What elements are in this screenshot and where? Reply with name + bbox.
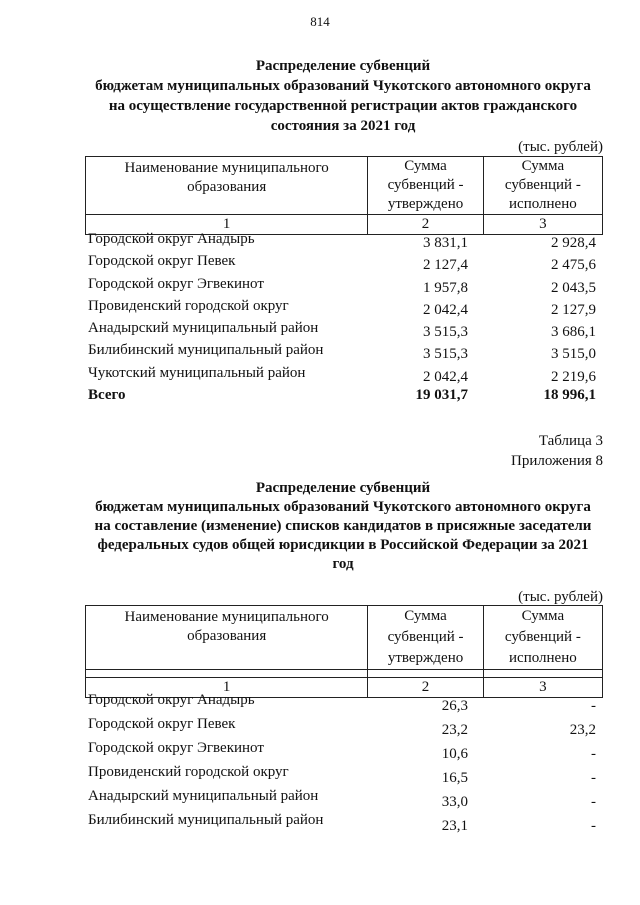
header-text: образования [187, 179, 267, 195]
row-approved: 16,5 [441, 770, 468, 786]
header-text: Сумма [521, 608, 565, 624]
header-text: исполнено [509, 650, 577, 666]
section2-title [60, 479, 626, 574]
table-row [88, 716, 596, 740]
col-number: 2 [368, 678, 483, 698]
table-appendix-note [511, 431, 603, 471]
col-number: 1 [86, 215, 368, 235]
row-approved: 3 515,3 [423, 346, 468, 363]
row-name: Анадырский муниципальный район [88, 320, 319, 337]
table-row [88, 320, 596, 342]
row-executed: - [591, 794, 596, 810]
row-executed: 3 686,1 [551, 324, 596, 341]
row-name: Билибинский муниципальный район [88, 342, 324, 359]
header-text: субвенций - [387, 629, 464, 645]
row-executed: 2 043,5 [551, 279, 596, 296]
table-row [88, 812, 596, 836]
units-label: (тыс. рублей) [518, 139, 603, 155]
row-approved: 1 957,8 [423, 279, 468, 296]
header-text: Сумма [404, 158, 447, 174]
row-executed: - [591, 746, 596, 762]
row-name: Городской округ Эгвекинот [88, 275, 264, 292]
table-row [88, 298, 596, 320]
row-name: Анадырский муниципальный район [88, 788, 319, 804]
total-executed: 18 996,1 [543, 387, 596, 404]
header-text: субвенций - [504, 629, 581, 645]
table-row [88, 231, 596, 253]
appendix-label: Приложения 8 [511, 453, 603, 469]
header-text: утверждено [387, 650, 464, 666]
total-row [88, 387, 596, 409]
header-text: утверждено [387, 196, 464, 212]
header-approved [368, 606, 483, 670]
total-label: Всего [88, 387, 126, 404]
units-label: (тыс. рублей) [518, 589, 603, 605]
row-executed: 2 475,6 [551, 257, 596, 274]
table-row [88, 342, 596, 364]
header-executed [483, 606, 602, 670]
row-executed: 2 928,4 [551, 235, 596, 251]
row-name: Провиденский городской округ [88, 764, 289, 780]
page-number: 814 [310, 14, 330, 29]
header-text: Сумма [404, 608, 447, 624]
row-executed: 3 515,0 [551, 346, 596, 363]
col-number: 3 [483, 678, 602, 698]
title-line: бюджетам муниципальных образований Чукотского автономного округа [95, 78, 591, 94]
section2-header-table [85, 605, 603, 698]
table-row [88, 764, 596, 788]
col-number: 1 [86, 678, 368, 698]
table-row [88, 740, 596, 764]
title-line: на составление (изменение) списков кандидатов в присяжные заседатели [94, 518, 592, 534]
row-approved: 2 042,4 [423, 301, 468, 318]
table-row [88, 365, 596, 387]
row-name: Городской округ Певек [88, 716, 236, 732]
col-number: 2 [368, 215, 483, 235]
row-executed: - [591, 770, 596, 786]
header-name [86, 157, 368, 215]
row-executed: - [591, 698, 596, 714]
section1-rows [88, 231, 596, 409]
table-row [88, 692, 596, 716]
header-approved [368, 157, 483, 215]
row-name: Городской округ Анадырь [88, 692, 255, 708]
row-approved: 10,6 [441, 746, 468, 762]
header-executed [483, 157, 602, 215]
header-text: образования [187, 628, 267, 644]
row-executed: 2 127,9 [551, 301, 596, 318]
header-text: Наименование муниципального [124, 609, 329, 625]
row-name: Городской округ Певек [88, 253, 236, 270]
table-label: Таблица 3 [538, 433, 603, 449]
header-text: субвенций - [504, 177, 581, 193]
row-executed: - [591, 818, 596, 834]
row-name: Провиденский городской округ [88, 297, 289, 314]
section1-title [60, 56, 626, 136]
table-row [88, 276, 596, 298]
title-line: состояния за 2021 год [270, 118, 416, 134]
header-text: Сумма [521, 158, 565, 174]
header-text: субвенций - [387, 177, 464, 193]
row-name: Чукотский муниципальный район [88, 364, 306, 381]
table-row [88, 253, 596, 275]
row-approved: 3 515,3 [423, 324, 468, 341]
row-approved: 26,3 [441, 698, 468, 714]
row-approved: 33,0 [441, 794, 468, 810]
section2-rows [88, 692, 596, 836]
title-line: Распределение субвенций [255, 480, 431, 496]
table-row [88, 788, 596, 812]
row-executed: 23,2 [569, 722, 596, 738]
title-line: бюджетам муниципальных образований Чукотского автономного округа [95, 499, 591, 515]
total-approved: 19 031,7 [415, 387, 468, 404]
row-name: Городской округ Анадырь [88, 231, 255, 247]
row-approved: 23,2 [441, 722, 468, 738]
row-executed: 2 219,6 [551, 368, 596, 385]
title-line: на осуществление государственной регистрации актов гражданского [108, 98, 578, 114]
row-approved: 2 127,4 [423, 257, 468, 274]
row-name: Городской округ Эгвекинот [88, 740, 264, 756]
title-line: федеральных судов общей юрисдикции в Российской Федерации за 2021 [97, 537, 589, 553]
header-name [86, 606, 368, 670]
row-approved: 3 831,1 [423, 235, 468, 251]
col-number: 3 [483, 215, 602, 235]
title-line: год [332, 556, 354, 572]
title-line: Распределение субвенций [255, 58, 431, 74]
row-name: Билибинский муниципальный район [88, 812, 324, 828]
row-approved: 2 042,4 [423, 368, 468, 385]
header-text: исполнено [509, 196, 577, 212]
header-text: Наименование муниципального [124, 160, 329, 176]
section1-header-table [85, 156, 603, 235]
row-approved: 23,1 [441, 818, 468, 834]
